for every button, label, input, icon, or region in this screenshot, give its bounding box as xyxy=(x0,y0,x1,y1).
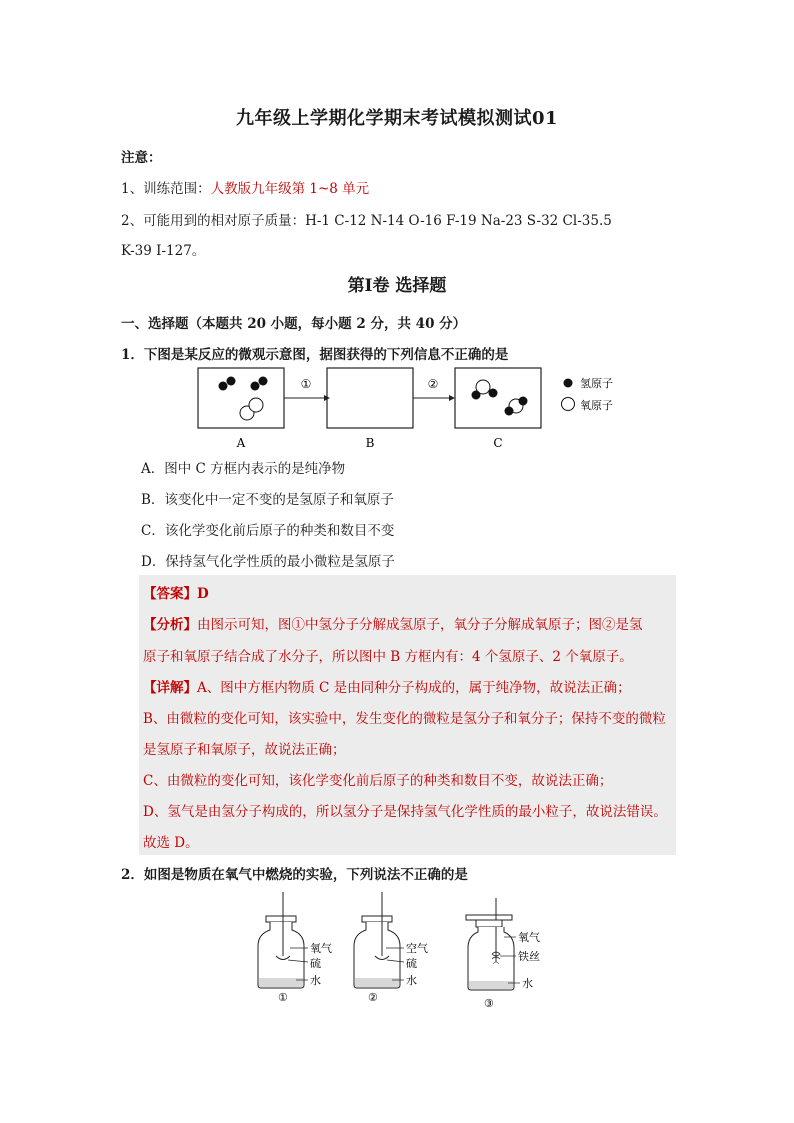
legend-h-label: 氢原子 xyxy=(580,377,613,390)
jar-3-number: ③ xyxy=(484,997,494,1010)
box-b xyxy=(327,368,413,428)
jar-2-label-2: 硫 xyxy=(406,957,417,970)
h-atom xyxy=(259,377,268,386)
jar-1-label-3: 水 xyxy=(310,974,321,987)
jar-1-label-1: 氧气 xyxy=(310,942,332,955)
legend-o-label: 氧原子 xyxy=(580,399,613,412)
notice-item-1-value: 人教版九年级第 1~8 单元 xyxy=(210,181,370,197)
jar-3-label-1: 氧气 xyxy=(518,931,540,944)
step-1-label: ① xyxy=(300,377,312,391)
jar-2-number: ② xyxy=(368,991,378,1004)
box-c xyxy=(455,368,541,428)
jar-2-label-1: 空气 xyxy=(406,942,428,955)
reaction-diagram xyxy=(190,364,630,454)
analysis-line-2: 原子和氧原子结合成了水分子，所以图中 B 方框内有：4 个氢原子、2 个氧原子。 xyxy=(143,649,633,665)
detail-line-2: B、由微粒的变化可知，该实验中，发生变化的微粒是氢分子和氧分子；保持不变的微粒 xyxy=(143,711,666,727)
analysis-text-1: 由图示可知，图①中氢分子分解成氢原子，氧分子分解成氧原子；图②是氢 xyxy=(197,617,643,633)
notice-label: 注意： xyxy=(121,150,162,166)
h-atom xyxy=(519,397,528,406)
jar-2 xyxy=(354,892,428,1004)
h-atom xyxy=(489,389,498,398)
notice-item-2-cont: K-39 I-127。 xyxy=(121,243,206,259)
question-1-stem-text: 1．下图是某反应的微观示意图，据图获得的下列信息不正确的是 xyxy=(121,347,509,363)
answer-value: D xyxy=(197,586,209,602)
option-d: D．保持氢气化学性质的最小微粒是氢原子 xyxy=(141,554,395,570)
detail-text-1: A、图中方框内物质 C 是由同种分子构成的，属于纯净物，故说法正确； xyxy=(197,680,631,696)
question-2-stem xyxy=(121,863,468,883)
notice-item-1 xyxy=(121,177,369,197)
arrow-2-head xyxy=(449,395,455,401)
jar-3-label-2: 铁丝 xyxy=(518,950,540,963)
option-c: C．该化学变化前后原子的种类和数目不变 xyxy=(141,523,395,539)
detail-line-6: 故选 D。 xyxy=(143,835,199,851)
page-title: 九年级上学期化学期末考试模拟测试01 xyxy=(235,108,559,129)
box-b-label: B xyxy=(365,436,375,450)
option-b: B．该变化中一定不变的是氢原子和氧原子 xyxy=(141,492,394,508)
notice-item-2: 2、可能用到的相对原子质量：H-1 C-12 N-14 O-16 F-19 Na-23 S-32 Cl-35.5 xyxy=(121,213,612,229)
notice-item-1-prefix: 1、训练范围： xyxy=(121,181,211,197)
jar-2-label-3: 水 xyxy=(406,974,417,987)
analysis-line-1 xyxy=(143,613,643,633)
h-atom xyxy=(472,391,481,400)
part-heading: 一、选择题（本题共 20 小题，每小题 2 分，共 40 分） xyxy=(121,316,467,332)
detail-line-5: D、氢气是由氢分子构成的，所以氢分子是保持氢气化学性质的最小粒子，故说法错误。 xyxy=(143,804,667,820)
analysis-tag: 【分析】 xyxy=(143,617,197,633)
detail-line-3: 是氢原子和氧原子，故说法正确； xyxy=(143,742,346,758)
jar-3 xyxy=(466,898,540,1010)
detail-tag: 【详解】 xyxy=(143,680,197,696)
question-2-stem-text: 2．如图是物质在氧气中燃烧的实验，下列说法不正确的是 xyxy=(121,867,468,883)
legend-h-icon xyxy=(564,379,573,388)
detail-line-4: C、由微粒的变化可知，该化学变化前后原子的种类和数目不变，故说法正确； xyxy=(143,773,613,789)
step-2-label: ② xyxy=(427,377,439,391)
box-a-label: A xyxy=(236,436,246,450)
box-c-label: C xyxy=(493,436,503,450)
box-a xyxy=(198,368,284,428)
jar-1 xyxy=(258,892,332,1004)
detail-line-1 xyxy=(143,676,631,696)
h-atom xyxy=(219,382,228,391)
combustion-figures xyxy=(250,890,570,1015)
legend-o-icon xyxy=(562,398,575,411)
h-atom xyxy=(251,382,260,391)
answer-line xyxy=(143,582,209,602)
section-title: 第Ⅰ卷 选择题 xyxy=(347,276,447,296)
question-1-stem xyxy=(121,343,508,363)
option-a: A．图中 C 方框内表示的是纯净物 xyxy=(141,461,346,477)
h-atom xyxy=(505,407,514,416)
jar-3-label-3: 水 xyxy=(522,977,533,990)
jar-1-number: ① xyxy=(278,991,288,1004)
answer-tag: 【答案】 xyxy=(143,586,197,602)
h-atom xyxy=(227,377,236,386)
jar-1-label-2: 硫 xyxy=(310,957,321,970)
o-atom xyxy=(249,398,263,412)
